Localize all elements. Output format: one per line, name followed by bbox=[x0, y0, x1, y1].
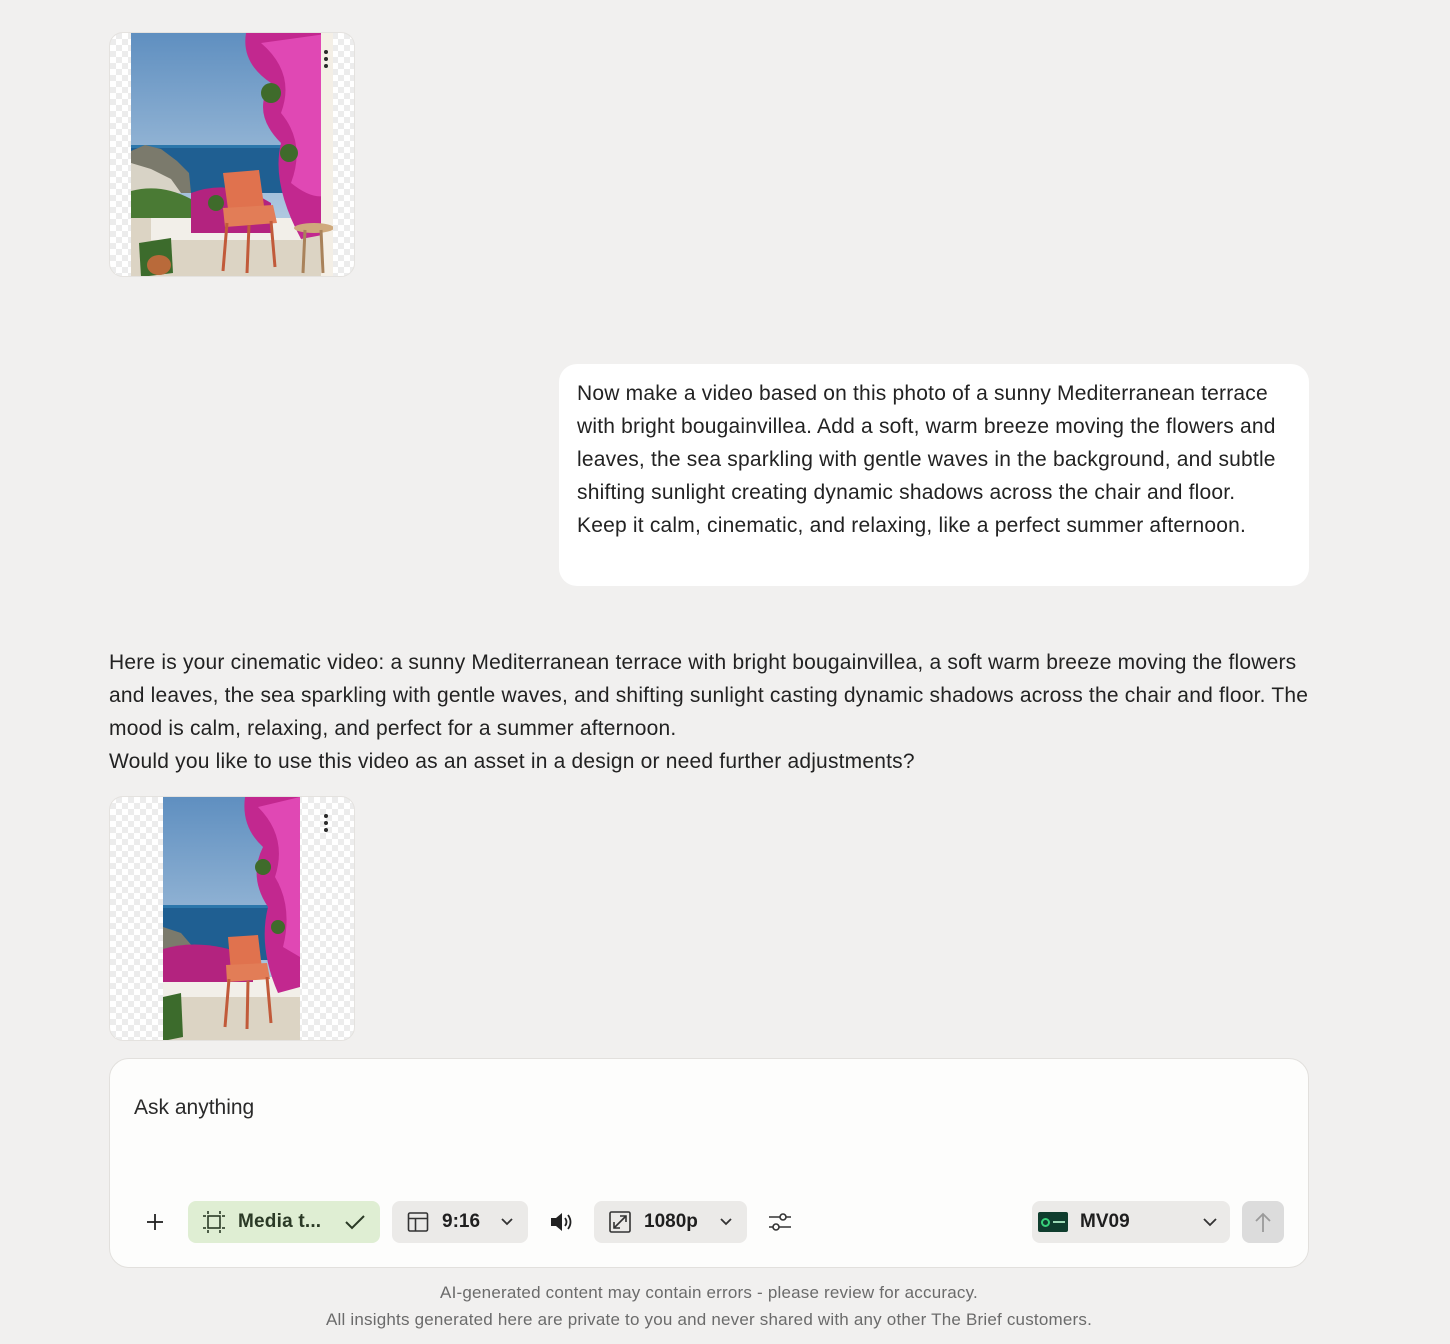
aspect-ratio-value: 9:16 bbox=[442, 1211, 481, 1232]
settings-button[interactable] bbox=[766, 1201, 794, 1243]
volume-icon bbox=[549, 1210, 575, 1234]
assistant-message bbox=[109, 646, 1319, 778]
sliders-icon bbox=[768, 1211, 792, 1233]
resolution-dropdown[interactable] bbox=[594, 1201, 747, 1243]
expand-icon bbox=[608, 1210, 632, 1234]
composer-toolbar bbox=[110, 1201, 1308, 1243]
generated-video-card[interactable] bbox=[109, 796, 355, 1041]
chevron-down-icon bbox=[1202, 1215, 1218, 1229]
message-composer bbox=[109, 1058, 1309, 1268]
add-attachment-button[interactable] bbox=[140, 1201, 170, 1243]
resolution-value: 1080p bbox=[644, 1211, 698, 1232]
ask-input[interactable] bbox=[134, 1091, 1284, 1125]
check-icon bbox=[344, 1212, 366, 1232]
aspect-ratio-dropdown[interactable] bbox=[392, 1201, 528, 1243]
more-vertical-icon[interactable] bbox=[316, 809, 336, 837]
disclaimer-accuracy: AI-generated content may contain errors - please review for accuracy. bbox=[440, 1283, 978, 1302]
more-vertical-icon[interactable] bbox=[316, 45, 336, 73]
chevron-down-icon bbox=[500, 1215, 514, 1229]
brand-logo bbox=[1038, 1212, 1068, 1232]
disclaimer-privacy: All insights generated here are private to you and never shared with any other The Brief customers. bbox=[325, 1310, 1092, 1329]
send-button[interactable] bbox=[1242, 1201, 1284, 1243]
terrace-photo bbox=[131, 33, 333, 277]
brand-selector-dropdown[interactable] bbox=[1032, 1201, 1230, 1243]
sound-toggle-button[interactable] bbox=[546, 1201, 578, 1243]
attached-image-card[interactable] bbox=[109, 32, 355, 277]
chevron-down-icon bbox=[719, 1215, 733, 1229]
plus-icon bbox=[145, 1212, 165, 1232]
layout-icon bbox=[406, 1210, 430, 1234]
media-type-button[interactable] bbox=[188, 1201, 380, 1243]
arrow-up-icon bbox=[1254, 1211, 1272, 1233]
media-type-label: Media t... bbox=[238, 1211, 322, 1232]
crop-frame-icon bbox=[202, 1210, 226, 1234]
assistant-paragraph: Here is your cinematic video: a sunny Mediterranean terrace with bright bougainvillea, a soft warm breeze moving the flowers and leaves, the sea sparkling with gentle waves, and shifting sunlight casting dynamic shadows across the chair and floor. The mood is calm, relaxing, and perfect for a summer afternoon. bbox=[109, 651, 1309, 740]
assistant-question: Would you like to use this video as an asset in a design or need further adjustments? bbox=[109, 750, 915, 773]
brand-name: MV09 bbox=[1080, 1211, 1130, 1232]
terrace-video-thumbnail bbox=[163, 797, 300, 1041]
user-message-bubble: Now make a video based on this photo of a sunny Mediterranean terrace with bright bougainvillea. Add a soft, warm breeze moving the flowers and leaves, the sea sparkling with gentle waves in the background, and subtle shifting sunlight creating dynamic shadows across the chair and floor. Keep it calm, cinematic, and relaxing, like a perfect summer afternoon. bbox=[559, 364, 1309, 586]
